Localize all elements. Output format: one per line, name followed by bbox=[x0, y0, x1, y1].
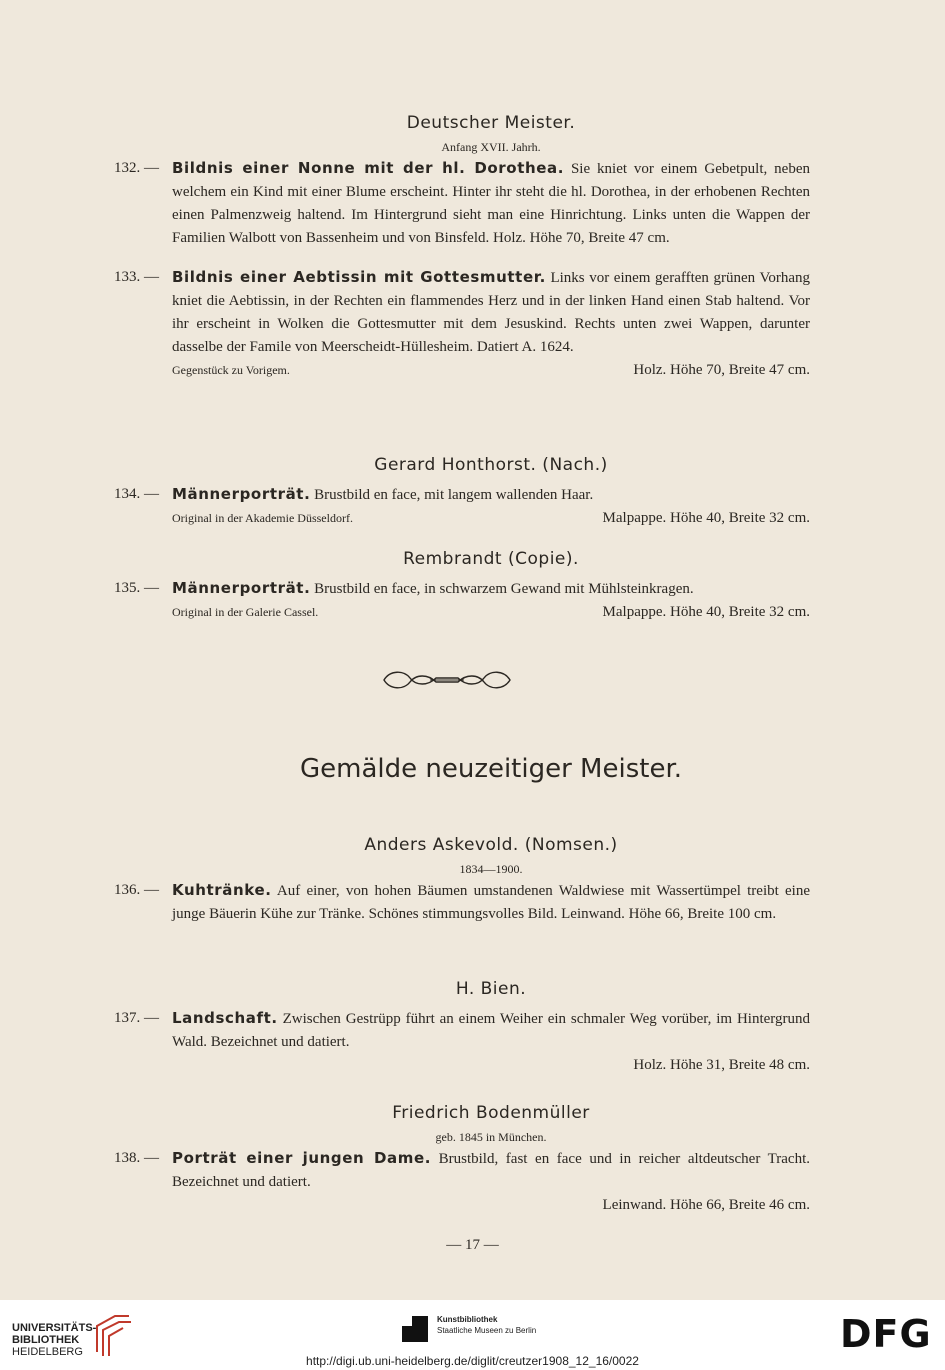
catalog-entry-132 bbox=[114, 157, 810, 250]
page-title: Gemälde neuzeitiger Meister. bbox=[299, 754, 683, 784]
entry-description: Brustbild en face, mit langem wallenden Haar. bbox=[310, 487, 594, 503]
artist-heading: Anders Askevold. (Nomsen.) bbox=[364, 835, 618, 855]
entry-medium: Leinwand. Höhe 66, Breite 46 cm. bbox=[602, 1197, 810, 1213]
catalog-entry-133 bbox=[114, 266, 810, 382]
artist-heading: Gerard Honthorst. (Nach.) bbox=[374, 455, 608, 475]
footer-bar bbox=[0, 1300, 945, 1370]
entry-description: Zwischen Gestrüpp führt an einem Weiher ein schmaler Weg vorüber, im Hintergrund Wald. Bezeichnet und datiert. bbox=[172, 1011, 810, 1050]
entry-note: Gegenstück zu Vorigem. bbox=[172, 363, 290, 377]
ub-heidelberg-logo-icon bbox=[93, 1312, 133, 1358]
dfg-logo: DFG bbox=[840, 1312, 932, 1356]
entry-title: Porträt einer jungen Dame. bbox=[172, 1149, 432, 1167]
ub-line-3: HEIDELBERG bbox=[12, 1346, 83, 1358]
artist-heading: Rembrandt (Copie). bbox=[403, 549, 579, 569]
entry-note: Original in der Galerie Cassel. bbox=[172, 605, 319, 619]
entry-description: Sie kniet vor einem Gebetpult, neben welchem ein Kind mit einer Blume erscheint. Hinter ihr steht die hl. Dorothea, in der erhobenen Rechten einen Palmenzweig haltend. Im Hintergrund sieht man eine Hinrichtung. Links unten die Wappen der Familien Walbott von Bassenheim und von Binsfeld. bbox=[172, 161, 810, 246]
section-askevold bbox=[114, 834, 810, 926]
entry-title: Kuhtränke. bbox=[172, 881, 272, 899]
page-number: — 17 — bbox=[446, 1237, 499, 1253]
entry-medium: Leinwand. Höhe 66, Breite 100 cm. bbox=[561, 906, 777, 922]
kb-line-2: Staatliche Museen zu Berlin bbox=[437, 1326, 537, 1335]
section-bodenmueller bbox=[114, 1102, 810, 1217]
catalog-entry-134 bbox=[114, 483, 810, 530]
entry-number: 134. — bbox=[114, 486, 159, 502]
entry-number: 132. — bbox=[114, 160, 159, 176]
source-url-link[interactable]: http://digi.ub.uni-heidelberg.de/diglit/creutzer1908_12_16/0022 bbox=[306, 1354, 639, 1368]
artist-heading: Deutscher Meister. bbox=[406, 113, 576, 133]
entry-title: Männerporträt. bbox=[172, 485, 311, 503]
section-main-title bbox=[172, 754, 810, 784]
entry-medium: Malpappe. Höhe 40, Breite 32 cm. bbox=[602, 604, 810, 620]
ub-line-1: UNIVERSITÄTS- bbox=[12, 1322, 97, 1334]
kunstbibliothek-logo-icon bbox=[402, 1316, 428, 1342]
entry-description: Auf einer, von hohen Bäumen umstandenen Waldwiese mit Wassertümpel treibt eine junge Bäuerin Kühe zur Tränke. Schönes stimmungsvolles Bild. bbox=[172, 883, 810, 922]
entry-medium: Holz. Höhe 31, Breite 48 cm. bbox=[633, 1057, 810, 1073]
artist-heading: H. Bien. bbox=[455, 979, 527, 999]
entry-medium: Malpappe. Höhe 40, Breite 32 cm. bbox=[602, 510, 810, 526]
artist-heading: Friedrich Bodenmüller bbox=[392, 1103, 590, 1123]
section-bien bbox=[114, 978, 810, 1077]
artist-dates: 1834—1900. bbox=[459, 862, 523, 876]
catalog-entry-136 bbox=[114, 879, 810, 926]
entry-number: 133. — bbox=[114, 269, 159, 285]
catalog-entry-137 bbox=[114, 1007, 810, 1077]
ub-heidelberg-label bbox=[12, 1322, 96, 1358]
entry-number: 136. — bbox=[114, 882, 159, 898]
entry-title: Bildnis einer Nonne mit der hl. Dorothea. bbox=[172, 159, 565, 177]
catalog-entry-135 bbox=[114, 577, 810, 624]
entry-note: Original in der Akademie Düsseldorf. bbox=[172, 511, 353, 525]
entry-number: 137. — bbox=[114, 1010, 159, 1026]
catalog-entry-138 bbox=[114, 1147, 810, 1217]
ub-line-2: BIBLIOTHEK bbox=[12, 1334, 80, 1346]
section-rembrandt bbox=[114, 548, 810, 624]
ornament-divider-icon bbox=[380, 668, 514, 692]
entry-description: Brustbild en face, in schwarzem Gewand mit Mühlsteinkragen. bbox=[310, 581, 694, 597]
entry-title: Männerporträt. bbox=[172, 579, 311, 597]
artist-dates: Anfang XVII. Jahrh. bbox=[441, 140, 541, 154]
section-honthorst bbox=[114, 454, 810, 530]
entry-number: 135. — bbox=[114, 580, 159, 596]
section-deutscher-meister bbox=[114, 112, 810, 382]
entry-description: Brustbild, fast en face und in reicher altdeutscher Tracht. Bezeichnet und datiert. bbox=[172, 1151, 810, 1190]
entry-title: Landschaft. bbox=[172, 1009, 278, 1027]
entry-description: Links vor einem gerafften grünen Vorhang kniet die Aebtissin, in der Rechten ein flammendes Herz und in der linken Hand einen Stab haltend. Vor ihr erscheint in Wolken die Gottesmutter mit dem Jesuskind. Rechts unten zwei Wappen, darunter dasselbe der Famile von Meerscheidt-Hüllesheim. Datiert A. 1624. bbox=[172, 270, 810, 355]
entry-number: 138. — bbox=[114, 1150, 159, 1166]
entry-title: Bildnis einer Aebtissin mit Gottesmutter. bbox=[172, 268, 546, 286]
entry-medium: Holz. Höhe 70, Breite 47 cm. bbox=[493, 230, 670, 246]
kb-line-1: Kunstbibliothek bbox=[437, 1315, 498, 1324]
entry-medium: Holz. Höhe 70, Breite 47 cm. bbox=[633, 362, 810, 378]
artist-dates: geb. 1845 in München. bbox=[435, 1130, 547, 1144]
